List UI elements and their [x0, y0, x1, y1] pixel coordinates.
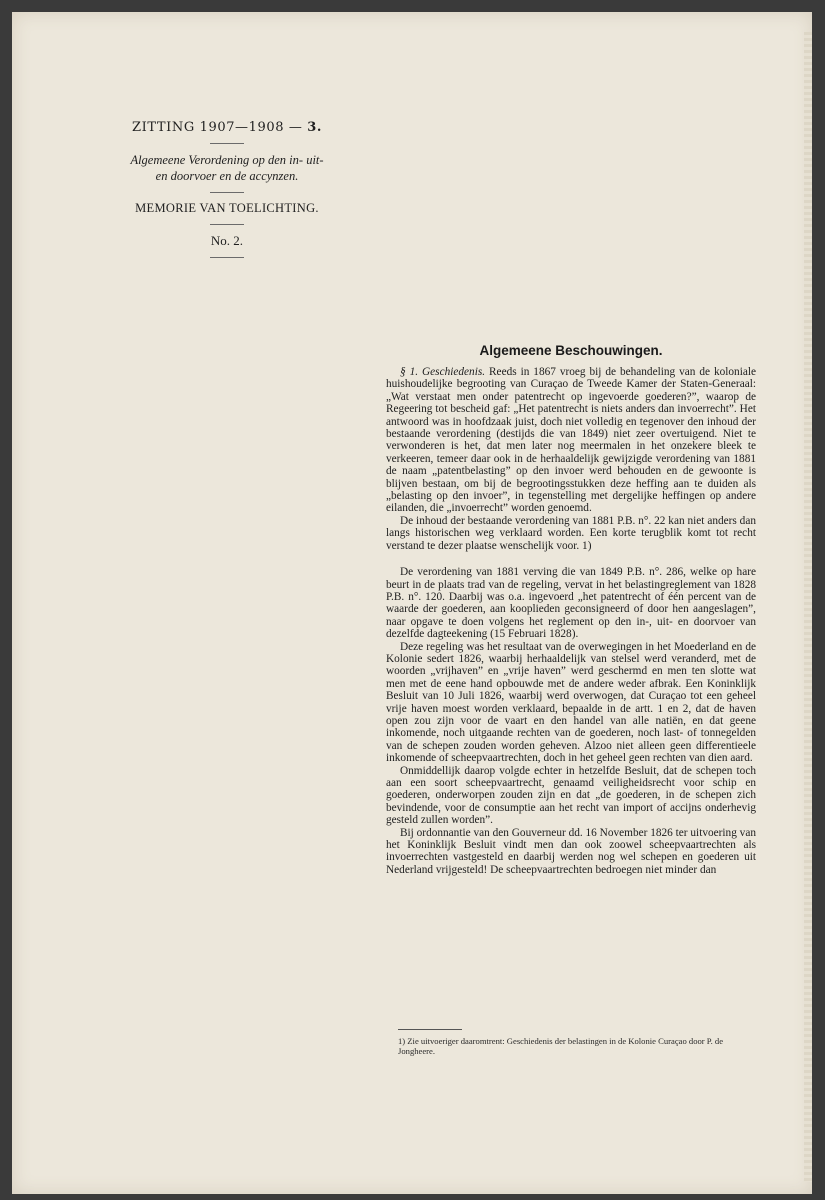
document-header — [112, 120, 342, 266]
paragraph: Onmiddellijk daarop volgde echter in hetzelfde Besluit, dat de schepen toch aan een soort scheepvaartrecht, genaamd veiligheidsrecht voor schip en goederen, onderworpen zouden zijn en dat „de goederen, in de schepen zich bevindende, voor de consumptie aan het recht van import of accijns onderhevig gesteld zullen worden”. — [386, 764, 756, 827]
body-text — [386, 366, 756, 876]
divider — [210, 257, 244, 258]
section-title: Algemeene Beschouwingen. — [479, 343, 663, 358]
session-number: 3. — [307, 120, 322, 135]
footnote: 1) Zie uitvoeriger daaromtrent: Geschiedenis der belastingen in de Kolonie Curaçao door P. de Jongheere. — [398, 1036, 724, 1056]
document-type: MEMORIE VAN TOELICHTING. — [135, 201, 319, 215]
paragraph — [386, 366, 756, 515]
subject-line-2: en doorvoer en de accynzen. — [155, 169, 299, 183]
session-line — [112, 120, 342, 135]
document-number: No. 2. — [210, 233, 244, 248]
paragraph-label: § 1. Geschiedenis. — [400, 366, 486, 378]
paragraph: De verordening van 1881 verving die van 1849 P.B. n°. 286, welke op hare beurt in de plaats trad van de regeling, vervat in het belastingreglement van 1828 P.B. n°. 120. Daarbij was o.a. ingevoerd „het patentrecht of één percent van de waarde der goederen, aan kooplieden geconsigneerd of door hen aangeslagen”, naar opgave te doen volgens het reglement op den in-, uit- en doorvoer van dezelfde dagteekening (15 Februari 1828). — [386, 566, 756, 641]
divider — [210, 192, 244, 193]
footnote-rule — [398, 1029, 462, 1030]
session-prefix: ZITTING 1907—1908 — — [132, 120, 303, 135]
paragraph: Deze regeling was het resultaat van de overwegingen in het Moederland en de Kolonie sedert 1826, waarbij herhaaldelijk van stelsel werd veranderd, met de woorden „vrijhaven” en „vrije haven” werd geschermd en men ten slotte wat men met de eene hand opbouwde met de andere weder afbrak. Een Koninklijk Besluit van 10 Juli 1826, waarbij werd overwogen, dat Curaçao tot een geheel vrije haven moest worden verklaard, bepaalde in de artt. 1 en 2, dat de haven open zou zijn voor de vaart en den handel van alle natiën, en dat geene inkomende, noch uitgaande rechten van de goederen, noch last- of tonnegelden van de schepen zouden worden geheven. Alzoo niet alleen geen differentieele inkomende of scheepvaartrechten, doch in het geheel geen rechten van dien aard. — [386, 640, 756, 765]
paragraph: De inhoud der bestaande verordening van 1881 P.B. n°. 22 kan niet anders dan langs historischen weg verklaard worden. Een korte terugblik komt tot recht verstand te dezer plaatse wenschelijk voor. 1) — [386, 514, 756, 552]
subject-line-1: Algemeene Verordening op den in- uit- — [130, 153, 324, 167]
divider — [210, 224, 244, 225]
divider — [210, 143, 244, 144]
paragraph: Bij ordonnantie van den Gouverneur dd. 16 November 1826 ter uitvoering van het Koninklijk Besluit vindt men dan ook zoowel scheepvaartrechten als invoerrechten vastgesteld en daarbij werden nog wel schepen en goederen uit Nederland vrijgesteld! De scheepvaartrechten bedroegen niet minder dan — [386, 826, 756, 876]
page-edge — [804, 32, 812, 1182]
paragraph-text: Reeds in 1867 vroeg bij de behandeling van de koloniale huishoudelijke begrooting van Curaçao de Tweede Kamer der Staten-Generaal: „Wat verstaat men onder patentrecht op ingevoerde goederen?”, waarop de Regeering tot bescheid gaf: „Het patentrecht is niets anders dan invoerrecht”. Het antwoord was in hoofdzaak juist, doch niet volledig en tegenover den inhoud der bestaande verordening (destijds die van 1849) niet zeer overtuigend. Niet te verwonderen is het, dat men later nog meermalen in het onzekere bleek te verkeeren, temeer daar ook in de herhaaldelijk gewijzigde verordening van 1881 de naam „patentbelasting” op den invoer werd behouden en de gewoonte is blijven bestaan, om bij de begrootingsstukken deze heffing aan te duiden als „belasting op den invoer”, in tegenstelling met dergelijke heffingen op andere eilanden, die „invoerrecht” worden genoemd. — [386, 366, 756, 515]
paragraph-gap — [386, 552, 756, 566]
